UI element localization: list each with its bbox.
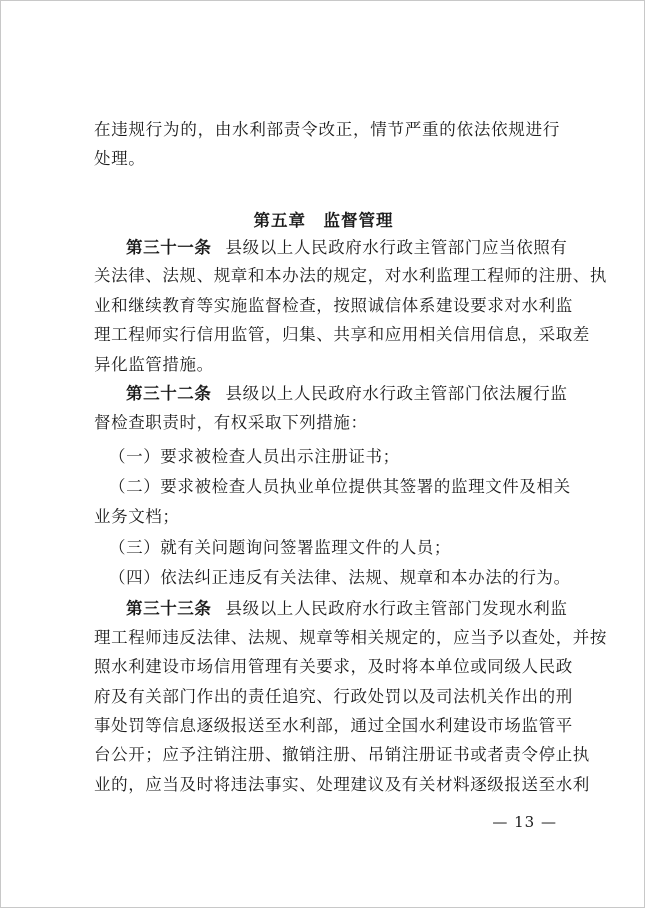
page-number: — 13 — (492, 813, 557, 831)
article-31-text: 县级以上人民政府水行政主管部门应当依照有 (225, 238, 568, 257)
article-33-first-line (94, 599, 568, 619)
article-31-line: 业和继续教育等实施监督检查，按照诚信体系建设要求对水利监 (94, 296, 573, 315)
article-31-line: 异化监管措施。 (94, 355, 214, 374)
chapter-title: 第五章 监督管理 (253, 211, 394, 230)
article-32-item-1: （一）要求被检查人员出示注册证书； (109, 447, 400, 466)
article-33-line: 业的，应当及时将违法事实、处理建议及有关材料逐级报送至水利 (94, 775, 590, 794)
continuation-line: 在违规行为的，由水利部责令改正，情节严重的依法依规进行 (94, 120, 560, 139)
continuation-line: 处理。 (94, 149, 146, 168)
article-32-line: 督检查职责时，有权采取下列措施： (94, 413, 368, 432)
article-31-heading: 第三十一条 (126, 238, 212, 257)
article-33-line: 照水利建设市场信用管理有关要求，及时将本单位或同级人民政 (94, 657, 573, 676)
article-33-line: 府及有关部门作出的责任追究、行政处罚以及司法机关作出的刑 (94, 687, 573, 706)
article-31-first-line (94, 238, 568, 258)
article-32-item-2-cont: 业务文档； (94, 507, 180, 526)
article-32-text: 县级以上人民政府水行政主管部门依法履行监 (225, 384, 568, 403)
article-33-heading: 第三十三条 (126, 599, 212, 618)
article-32-first-line (94, 384, 568, 404)
article-33-line: 理工程师违反法律、法规、规章等相关规定的，应当予以查处，并按 (94, 628, 607, 647)
article-32-item-3: （三）就有关问题询问签署监理文件的人员； (109, 538, 451, 557)
article-31-line: 关法律、法规、规章和本办法的规定，对水利监理工程师的注册、执 (94, 266, 607, 285)
article-32-item-2: （二）要求被检查人员执业单位提供其签署的监理文件及相关 (109, 477, 571, 496)
article-32-heading: 第三十二条 (126, 384, 212, 403)
article-31-line: 理工程师实行信用监管，归集、共享和应用相关信用信息，采取差 (94, 325, 590, 344)
article-33-line: 事处罚等信息逐级报送至水利部，通过全国水利建设市场监管平 (94, 716, 573, 735)
article-32-item-4: （四）依法纠正违反有关法律、法规、规章和本办法的行为。 (109, 568, 571, 587)
article-33-line: 台公开；应予注销注册、撤销注册、吊销注册证书或者责令停止执 (94, 745, 590, 764)
article-33-text: 县级以上人民政府水行政主管部门发现水利监 (225, 599, 568, 618)
